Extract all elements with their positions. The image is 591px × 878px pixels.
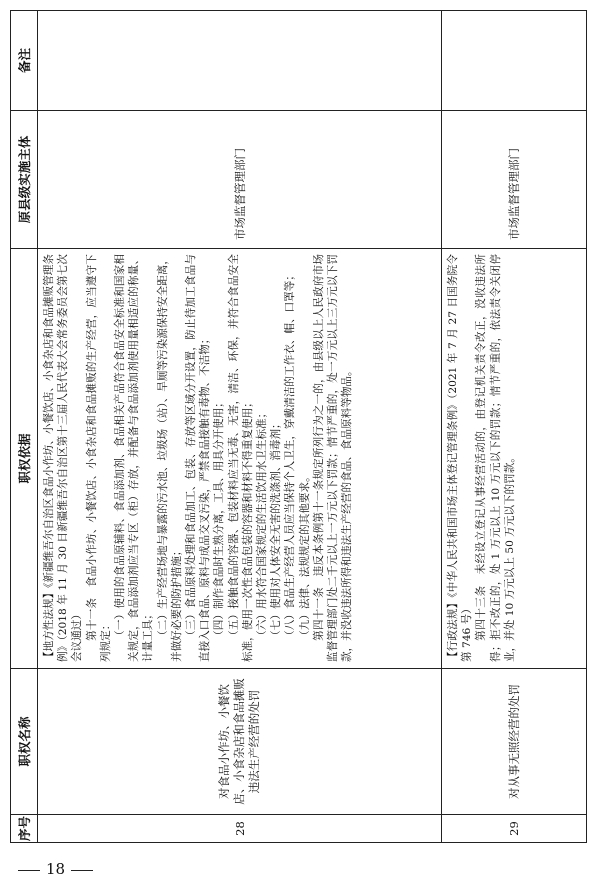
basis-paragraph: 第四十一条 违反本条例第十一条规定所列行为之一的，由县级以上人民政府市场监督管理部门处二千元以上一万元以下罚款；情节严重的，处一万元以上三万元以下罚款，并没收违法所得和违法生产经营的食品、食品原料等物品。 bbox=[312, 254, 354, 662]
row-remarks bbox=[442, 11, 587, 111]
header-basis: 职权依据 bbox=[11, 249, 38, 669]
header-remarks: 备注 bbox=[11, 11, 38, 111]
basis-paragraph: （六）用水符合国家规定的生活饮用水卫生标准； bbox=[256, 407, 269, 641]
basis-paragraph: 第四十三条 未经设立登记从事经营活动的，由登记机关责令改正，没收违法所得；拒不改正的，处 1 万元以上 10 万元以下的罚款；情节严重的，依法责令关闭停业，并处 10 万元以上 50 万元以下的罚款。 bbox=[475, 254, 516, 662]
basis-paragraph: （七）使用对人体安全无害的洗涤剂、消毒剂； bbox=[270, 418, 283, 641]
row-name: 对从事无照经营的处罚 bbox=[442, 669, 587, 815]
row-basis bbox=[442, 249, 587, 669]
page-number: 18 bbox=[46, 860, 66, 878]
footer-dash-left bbox=[18, 870, 40, 871]
header-no: 序号 bbox=[11, 815, 38, 843]
header-name: 职权名称 bbox=[11, 669, 38, 815]
table-row bbox=[442, 11, 587, 843]
basis-paragraph: 第十一条 食品小作坊、小餐饮店、小食杂店和食品摊贩的生产经营，应当遵守下列规定： bbox=[85, 254, 112, 662]
basis-paragraph: （一）使用的食品原辅料、食品添加剂、食品相关产品符合食品安全标准和国家相关规定，食品添加剂应当专区（柜）存放，并配备与食品添加剂使用量相适应的称量、计量工具； bbox=[114, 254, 155, 662]
row-name: 对食品小作坊、小餐饮店、小食杂店和食品摊贩违法生产经营的处罚 bbox=[38, 669, 442, 815]
row-no: 29 bbox=[442, 815, 587, 843]
table-row bbox=[38, 11, 442, 843]
header-implementer: 原县级实施主体 bbox=[11, 111, 38, 249]
row-no: 28 bbox=[38, 815, 442, 843]
basis-paragraph: （九）法律、法规规定的其他要求。 bbox=[298, 471, 311, 641]
basis-paragraph: （四）制作食品时生熟分离，工具、用具分开使用； bbox=[213, 397, 226, 641]
basis-paragraph: （二）生产经营场地与暴露的污水池、垃圾场（站）、旱厕等污染源保持安全距离，并做好必要的防护措施； bbox=[156, 254, 183, 662]
basis-paragraph: 【行政法规】《中华人民共和国市场主体登记管理条例》（2021 年 7 月 27 日国务院令第 746 号） bbox=[447, 254, 474, 662]
authority-table bbox=[10, 10, 587, 843]
page-number-footer bbox=[12, 860, 99, 878]
rotated-table-container bbox=[10, 11, 587, 843]
basis-paragraph: 【地方性法规】《新疆维吾尔自治区食品小作坊、小餐饮店、小食杂店和食品摊贩管理条例》（2018 年 11 月 30 日新疆维吾尔自治区第十三届人民代表大会常务委员会第七次会议通过） bbox=[43, 254, 84, 662]
row-remarks bbox=[38, 11, 442, 111]
footer-dash-right bbox=[71, 870, 93, 871]
row-implementer: 市场监督管理部门 bbox=[38, 111, 442, 249]
basis-paragraph: （八）食品生产经营人员应当保持个人卫生，穿戴清洁的工作衣、帽、口罩等； bbox=[284, 270, 297, 641]
header-row bbox=[11, 11, 38, 843]
row-basis bbox=[38, 249, 442, 669]
row-implementer: 市场监督管理部门 bbox=[442, 111, 587, 249]
basis-paragraph: （三）食品原料处理和食品加工、包装、存放等区域分开设置，防止待加工食品与直接入口食品、原料与成品交叉污染，严禁食品接触有毒物、不洁物； bbox=[185, 254, 212, 662]
basis-paragraph: （五）接触食品的容器、包装材料应当无毒、无害，清洁、环保，并符合食品安全标准，使用一次性食品包装的容器和材料不得重复使用； bbox=[227, 254, 254, 662]
